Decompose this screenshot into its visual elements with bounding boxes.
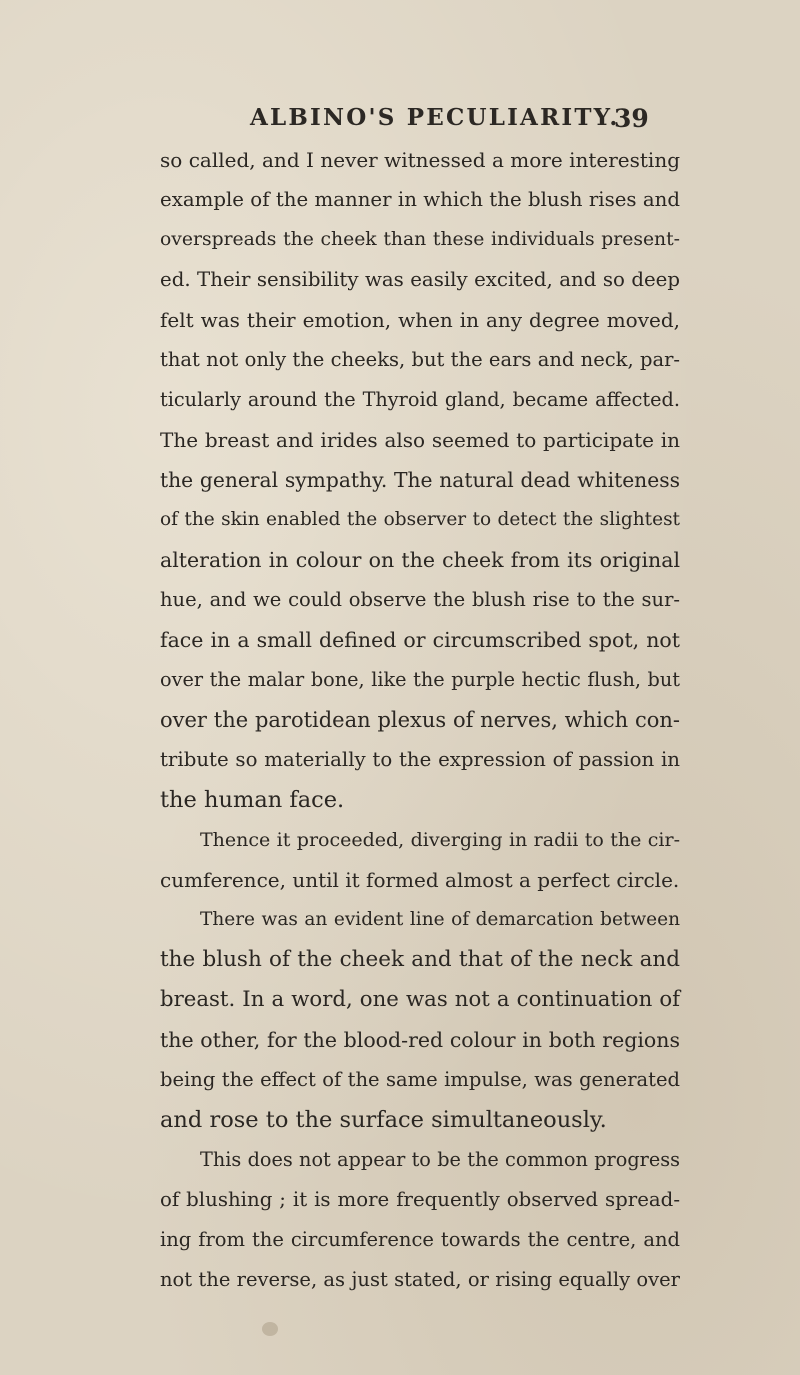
text-line: This does not appear to be the common progress xyxy=(200,1148,680,1171)
text-line: over the parotidean plexus of nerves, which con- xyxy=(160,708,680,732)
text-line: of blushing ; it is more frequently observed spread- xyxy=(160,1188,680,1211)
text-line: The breast and irides also seemed to participate in xyxy=(160,428,680,452)
text-line: tribute so materially to the expression of passion in xyxy=(160,748,680,771)
running-title: ALBINO'S PECULIARITY. xyxy=(250,104,620,131)
text-line: alteration in colour on the cheek from its original xyxy=(160,548,680,572)
text-line: so called, and I never witnessed a more interesting xyxy=(160,148,680,172)
text-line: the blush of the cheek and that of the neck and xyxy=(160,947,680,972)
text-line: the general sympathy. The natural dead whiteness xyxy=(160,468,680,492)
text-line: and rose to the surface simultaneously. xyxy=(160,1107,607,1133)
text-line: hue, and we could observe the blush rise to the sur- xyxy=(160,588,680,611)
text-line: being the effect of the same impulse, was generated xyxy=(160,1068,680,1091)
paper-stain xyxy=(262,1322,278,1336)
text-line: the other, for the blood-red colour in both regions xyxy=(160,1028,680,1052)
text-line: cumference, until it formed almost a perfect circle. xyxy=(160,868,680,892)
text-line: ing from the circumference towards the centre, and xyxy=(160,1228,680,1251)
text-line: breast. In a word, one was not a continuation of xyxy=(160,987,680,1012)
text-line: overspreads the cheek than these individuals present- xyxy=(160,229,680,250)
text-line: face in a small defined or circumscribed spot, not xyxy=(160,628,680,652)
text-line: example of the manner in which the blush rises and xyxy=(160,188,680,211)
text-line: ticularly around the Thyroid gland, became affected. xyxy=(160,388,680,411)
text-line: the human face. xyxy=(160,787,345,813)
text-line: There was an evident line of demarcation between xyxy=(200,909,680,930)
text-line: over the malar bone, like the purple hectic flush, but xyxy=(160,668,680,691)
text-line: Thence it proceeded, diverging in radii to the cir- xyxy=(200,829,680,851)
running-head xyxy=(250,104,650,144)
text-line: felt was their emotion, when in any degree moved, xyxy=(160,308,680,332)
text-line: not the reverse, as just stated, or rising equally over xyxy=(160,1268,680,1291)
text-line: of the skin enabled the observer to detect the slightest xyxy=(160,509,680,530)
text-line: ed. Their sensibility was easily excited, and so deep xyxy=(160,268,680,291)
text-line: that not only the cheeks, but the ears and neck, par- xyxy=(160,348,680,371)
page-number: 39 xyxy=(614,104,649,133)
